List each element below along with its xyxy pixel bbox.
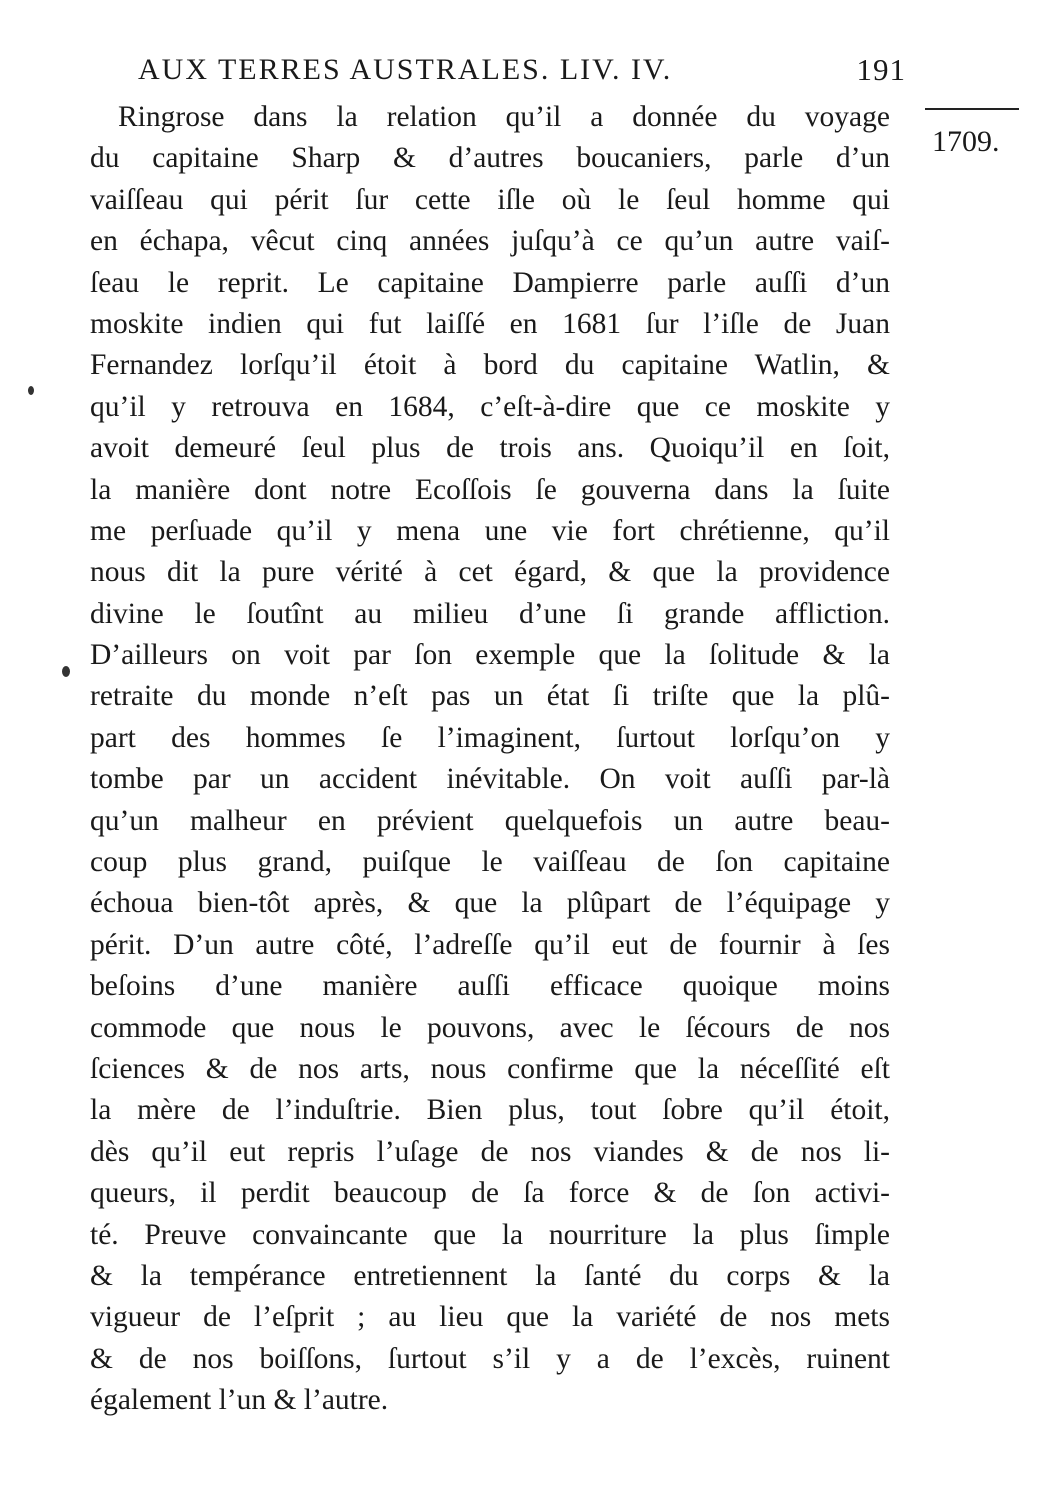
text-line: & la tempérance entretiennent la ſanté du corps & la — [90, 1259, 890, 1292]
body-text — [90, 97, 890, 1422]
text-line: ſeau le reprit. Le capitaine Dampierre parle auſſi d’un — [90, 266, 890, 299]
running-title: AUX TERRES AUSTRALES. LIV. IV. — [138, 53, 673, 86]
text-line: moskite indien qui fut laiſſé en 1681 ſur l’iſle de Juan — [90, 307, 890, 340]
text-line: périt. D’un autre côté, l’adreſſe qu’il eut de fournir à ſes — [90, 928, 890, 961]
text-line: dès qu’il eut repris l’uſage de nos viandes & de nos li- — [90, 1135, 890, 1168]
text-line: queurs, il perdit beaucoup de ſa force & de ſon activi- — [90, 1177, 890, 1210]
text-line: vigueur de l’eſprit ; au lieu que la variété de nos mets — [90, 1301, 890, 1334]
ink-speck — [62, 666, 70, 677]
text-line: en échapa, vêcut cinq années juſqu’à ce qu’un autre vaiſ- — [90, 225, 890, 258]
page-number: 191 — [856, 52, 906, 87]
text-line: part des hommes ſe l’imaginent, ſurtout lorſqu’on y — [90, 721, 890, 754]
text-line-last: également l’un & l’autre. — [90, 1384, 389, 1417]
text-line: qu’il y retrouva en 1684, c’eſt-à-dire que ce moskite y — [90, 390, 890, 423]
text-line: D’ailleurs on voit par ſon exemple que la ſolitude & la — [90, 639, 890, 672]
text-line: commode que nous le pouvons, avec le ſécours de nos — [90, 1011, 890, 1044]
margin-rule — [925, 108, 1019, 110]
text-line: ſciences & de nos arts, nous confirme que la néceſſité eſt — [90, 1052, 890, 1085]
text-line: & de nos boiſſons, ſurtout s’il y a de l’excès, ruinent — [90, 1342, 890, 1375]
text-line: Ringrose dans la relation qu’il a donnée du voyage — [118, 101, 890, 133]
text-line: té. Preuve convaincante que la nourriture la plus ſimple — [90, 1218, 890, 1251]
text-line: tombe par un accident inévitable. On voit auſſi par-là — [90, 763, 890, 796]
margin-year: 1709. — [932, 125, 1000, 158]
text-line: qu’un malheur en prévient quelquefois un autre beau- — [90, 804, 890, 837]
text-line: du capitaine Sharp & d’autres boucaniers, parle d’un — [90, 142, 890, 175]
text-line: la manière dont notre Ecoſſois ſe gouverna dans la ſuite — [90, 473, 890, 506]
text-line: divine le ſoutînt au milieu d’une ſi grande affliction. — [90, 597, 890, 630]
running-head — [138, 48, 906, 92]
text-line: avoit demeuré ſeul plus de trois ans. Quoiqu’il en ſoit, — [90, 432, 890, 465]
text-line: nous dit la pure vérité à cet égard, & que la providence — [90, 556, 890, 589]
text-line: retraite du monde n’eſt pas un état ſi triſte que la plû- — [90, 680, 890, 713]
text-line: coup plus grand, puiſque le vaiſſeau de ſon capitaine — [90, 846, 890, 879]
text-line: échoua bien-tôt après, & que la plûpart de l’équipage y — [90, 887, 890, 920]
text-line: Fernandez lorſqu’il étoit à bord du capitaine Watlin, & — [90, 349, 890, 382]
ink-speck — [28, 386, 34, 395]
text-line: la mère de l’induſtrie. Bien plus, tout ſobre qu’il étoit, — [90, 1094, 890, 1127]
text-line: me perſuade qu’il y mena une vie fort chrétienne, qu’il — [90, 514, 890, 547]
text-line: beſoins d’une manière auſſi efficace quoique moins — [90, 970, 890, 1003]
text-line: vaiſſeau qui périt ſur cette iſle où le ſeul homme qui — [90, 183, 890, 216]
